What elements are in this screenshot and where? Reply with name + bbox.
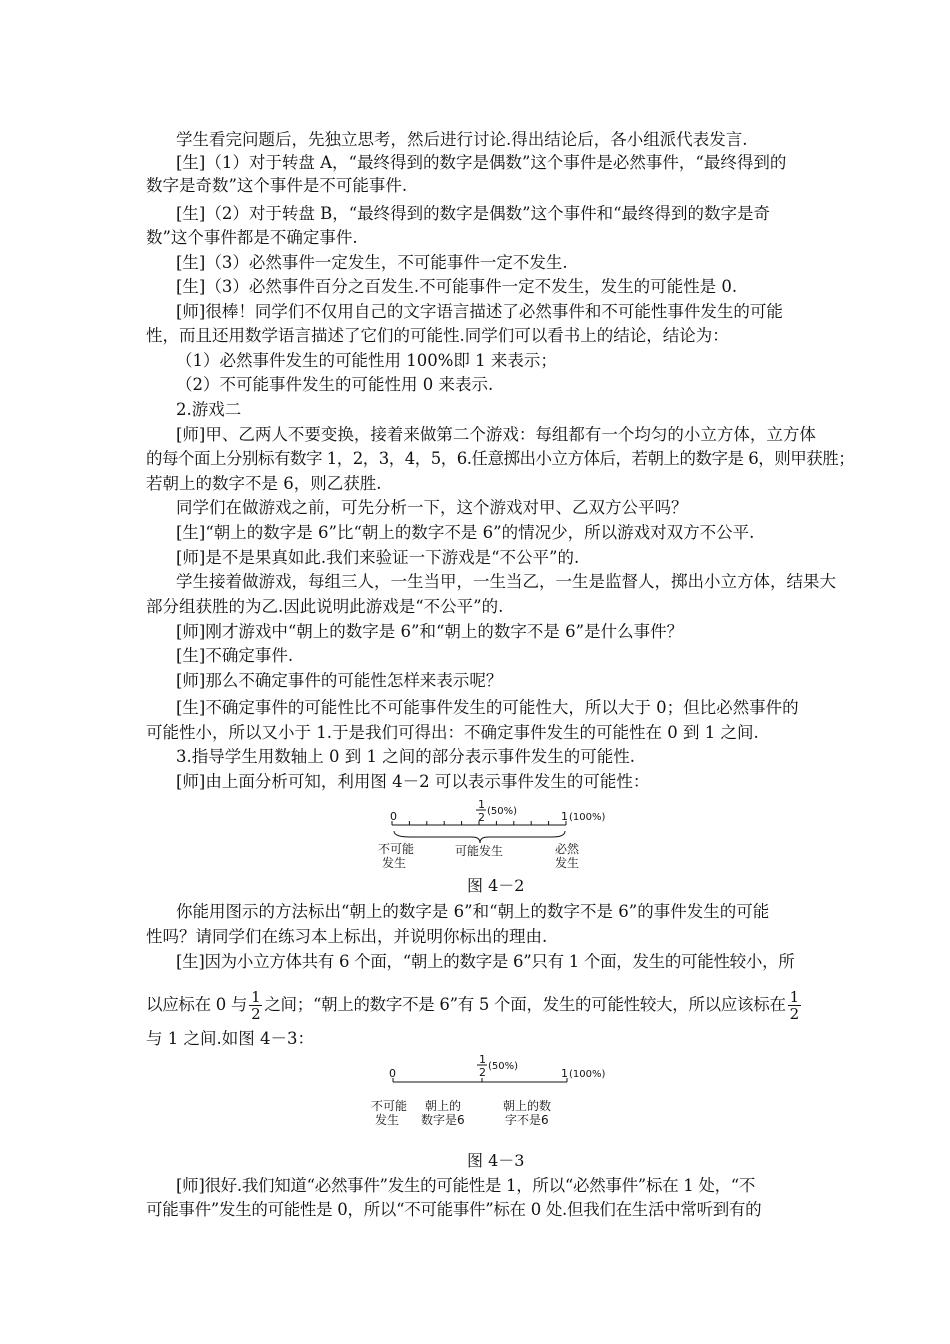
paragraph: [生]不确定事件. xyxy=(176,646,294,665)
label-impossible-line2: 发生 xyxy=(382,856,407,870)
paragraph: [生]因为小立方体共有 6 个面，“朝上的数字是 6”只有 1 个面，发生的可能性较小，所 xyxy=(176,952,795,971)
label-certain-line1: 必然 xyxy=(555,842,580,856)
label-one: 1 xyxy=(561,810,568,823)
brace xyxy=(394,831,565,843)
label-half-numerator: 1 xyxy=(478,798,485,811)
section-heading: 2.游戏二 xyxy=(176,400,242,419)
figure-caption: 图 4－2 xyxy=(467,876,525,895)
fraction-half xyxy=(788,989,801,1022)
section-heading: 3.指导学生用数轴上 0 到 1 之间的部分表示事件发生的可能性. xyxy=(176,747,635,766)
paragraph: [师]是不是果真如此.我们来验证一下游戏是“不公平”的. xyxy=(176,548,580,567)
label-certain-line2: 发生 xyxy=(555,856,580,870)
paragraph: 数”这个事件都是不确定事件. xyxy=(146,228,358,247)
paragraph: 同学们在做游戏之前，可先分析一下，这个游戏对甲、乙双方公平吗？ xyxy=(176,498,688,517)
axis-ticks xyxy=(392,821,566,825)
paragraph: 的每个面上分别标有数字 1，2，3，4，5，6.任意掷出小立方体后，若朝上的数字是 6，则甲获胜； xyxy=(146,449,855,468)
label-six-line2: 数字是6 xyxy=(421,1113,465,1127)
label-impossible-line2: 发生 xyxy=(375,1113,400,1127)
label-not-six-line1: 朝上的数 xyxy=(503,1099,552,1113)
label-one-percent: (100%) xyxy=(569,1069,606,1080)
fraction-denominator: 2 xyxy=(789,1005,799,1023)
paragraph: 你能用图示的方法标出“朝上的数字是 6”和“朝上的数字不是 6”的事件发生的可能 xyxy=(176,902,770,921)
paragraph: 可能事件”发生的可能性是 0，所以“不可能事件”标在 0 处.但我们在生活中常听到有的 xyxy=(146,1200,762,1219)
label-zero: 0 xyxy=(390,810,397,823)
paragraph: [生]（1）对于转盘 A，“最终得到的数字是偶数”这个事件是必然事件，“最终得到的 xyxy=(176,153,787,172)
label-zero: 0 xyxy=(389,1067,396,1080)
label-half-numerator: 1 xyxy=(479,1053,486,1066)
fraction-denominator: 2 xyxy=(251,1005,261,1023)
paragraph: [生]（3）必然事件一定发生，不可能事件一定不发生. xyxy=(176,253,568,272)
label-impossible-line1: 不可能 xyxy=(378,842,415,856)
paragraph: [师]由上面分析可知，利用图 4－2 可以表示事件发生的可能性： xyxy=(176,772,650,791)
fraction-numerator: 1 xyxy=(251,988,261,1006)
paragraph: [师]很好.我们知道“必然事件”发生的可能性是 1，所以“必然事件”标在 1 处，“不 xyxy=(176,1176,756,1195)
paragraph: 数字是奇数”这个事件是不可能事件. xyxy=(146,176,408,195)
paragraph: [师]刚才游戏中“朝上的数字是 6”和“朝上的数字不是 6”是什么事件？ xyxy=(176,622,684,641)
fraction-half xyxy=(249,989,262,1022)
label-one-percent: (100%) xyxy=(569,812,606,823)
text: 以应标在 0 与 xyxy=(146,995,248,1014)
paragraph: [师]甲、乙两人不要变换，接着来做第二个游戏：每组都有一个均匀的小立方体，立方体 xyxy=(176,425,816,444)
figure-4-2-number-line xyxy=(370,795,620,875)
label-possible: 可能发生 xyxy=(455,844,504,858)
paragraph: 学生看完问题后，先独立思考，然后进行讨论.得出结论后，各小组派代表发言. xyxy=(176,130,748,149)
paragraph: [生]不确定事件的可能性比不可能事件发生的可能性大，所以大于 0；但比必然事件的 xyxy=(176,698,799,717)
paragraph: 与 1 之间.如图 4－3： xyxy=(146,1029,314,1048)
label-impossible-line1: 不可能 xyxy=(371,1099,408,1113)
label-half-denominator: 2 xyxy=(479,1066,486,1079)
paragraph: [师]很棒！同学们不仅用自己的文字语言描述了必然事件和不可能性事件发生的可能 xyxy=(176,302,783,321)
paragraph: 部分组获胜的为乙.因此说明此游戏是“不公平”的. xyxy=(146,597,504,616)
paragraph: [生]（3）必然事件百分之百发生.不可能事件一定不发生，发生的可能性是 0. xyxy=(176,277,738,296)
paragraph: 若朝上的数字不是 6，则乙获胜. xyxy=(146,474,382,493)
label-half-percent: (50%) xyxy=(487,806,518,817)
paragraph: [师]那么不确定事件的可能性怎样来表示呢？ xyxy=(176,671,503,690)
paragraph: （1）必然事件发生的可能性用 100%即 1 来表示； xyxy=(176,351,557,370)
paragraph: [生]“朝上的数字是 6”比“朝上的数字不是 6”的情况少，所以游戏对双方不公平. xyxy=(176,523,755,542)
label-one: 1 xyxy=(561,1067,568,1080)
text: 之间；“朝上的数字不是 6”有 5 个面，发生的可能性较大，所以应该标在 xyxy=(264,995,786,1014)
label-six-line1: 朝上的 xyxy=(425,1099,462,1113)
fraction-numerator: 1 xyxy=(789,988,799,1006)
paragraph: 性，而且还用数学语言描述了它们的可能性.同学们可以看书上的结论，结论为： xyxy=(146,326,729,345)
figure-caption: 图 4－3 xyxy=(467,1151,525,1170)
paragraph-with-fractions xyxy=(146,985,803,1025)
paragraph: [生]（2）对于转盘 B，“最终得到的数字是偶数”这个事件和“最终得到的数字是奇 xyxy=(176,204,771,223)
label-not-six-line2: 字不是6 xyxy=(505,1113,549,1127)
label-half-denominator: 2 xyxy=(478,811,485,824)
paragraph: 性吗？请同学们在练习本上标出，并说明你标出的理由. xyxy=(146,927,548,946)
figure-4-3-number-line xyxy=(365,1050,625,1134)
label-half-percent: (50%) xyxy=(488,1061,519,1072)
paragraph: （2）不可能事件发生的可能性用 0 来表示. xyxy=(176,375,494,394)
paragraph: 学生接着做游戏，每组三人，一生当甲，一生当乙，一生是监督人，掷出小立方体，结果大 xyxy=(176,572,836,591)
paragraph: 可能性小，所以又小于 1.于是我们可得出：不确定事件发生的可能性在 0 到 1 之间. xyxy=(146,723,759,742)
